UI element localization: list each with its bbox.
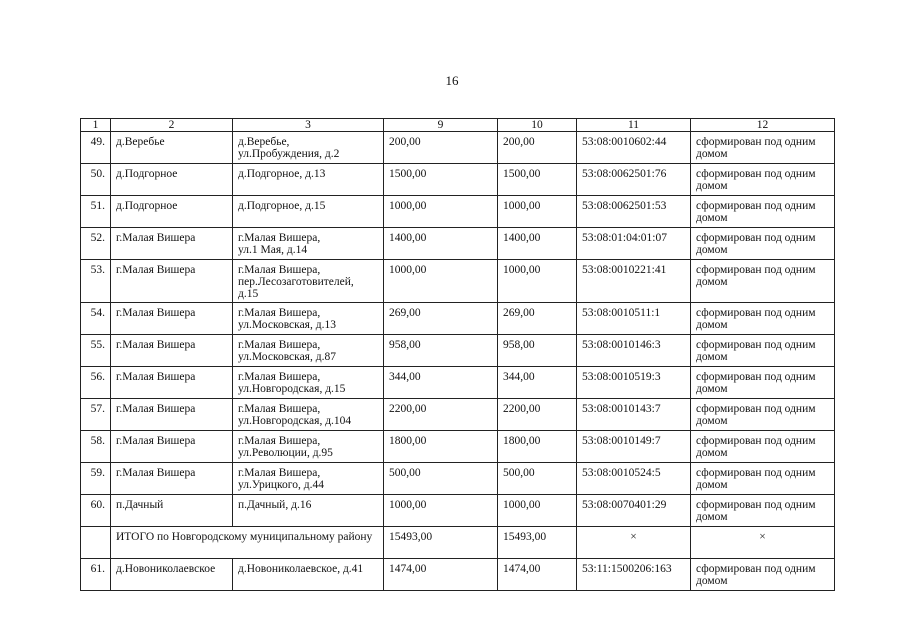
area-col9-cell: 1400,00 [384, 228, 498, 260]
area-col10-cell: 1800,00 [498, 431, 577, 463]
cadastral-number-cell: 53:08:0062501:76 [577, 164, 691, 196]
address-cell-line: ул.Московская, д.13 [238, 319, 336, 331]
note-cell-line: домом [696, 148, 728, 160]
area-col10-cell: 1000,00 [498, 196, 577, 228]
address-cell [233, 431, 384, 463]
note-cell-line: сформирован под одним [696, 403, 816, 415]
area-col10-cell: 958,00 [498, 335, 577, 367]
table-row [81, 260, 835, 303]
area-col9-cell: 1000,00 [384, 260, 498, 303]
area-col10-cell: 269,00 [498, 303, 577, 335]
row-number: 60. [81, 495, 111, 527]
note-cell [691, 228, 835, 260]
address-cell-line: ул.Новгородская, д.15 [238, 383, 346, 395]
cadastral-number-cell: 53:08:0010511:1 [577, 303, 691, 335]
address-cell-line: д.15 [238, 288, 259, 300]
area-col9-cell: 1800,00 [384, 431, 498, 463]
area-col9-cell: 344,00 [384, 367, 498, 399]
cadastral-number-cell: 53:08:0070401:29 [577, 495, 691, 527]
address-cell [233, 495, 384, 527]
cadastral-number-cell: 53:08:0010519:3 [577, 367, 691, 399]
locality-cell: г.Малая Вишера [111, 228, 233, 260]
area-col9-cell: 269,00 [384, 303, 498, 335]
note-cell-line: домом [696, 511, 728, 523]
note-cell [691, 559, 835, 591]
page-number: 16 [445, 73, 459, 88]
total-label: ИТОГО по Новгородскому муниципальному району [111, 527, 384, 559]
note-cell-line: сформирован под одним [696, 499, 816, 511]
locality-cell: г.Малая Вишера [111, 335, 233, 367]
note-cell-line: сформирован под одним [696, 232, 816, 244]
table-row [81, 367, 835, 399]
row-number: 49. [81, 132, 111, 164]
address-cell [233, 399, 384, 431]
row-number: 50. [81, 164, 111, 196]
address-cell-line: ул.Пробуждения, д.2 [238, 148, 340, 160]
address-cell-line: д.Подгорное, д.15 [238, 200, 326, 212]
area-col9-cell: 1500,00 [384, 164, 498, 196]
cadastral-number-cell: 53:08:0062501:53 [577, 196, 691, 228]
note-cell-line: сформирован под одним [696, 339, 816, 351]
note-cell [691, 335, 835, 367]
cadastral-number-cell: 53:08:0010149:7 [577, 431, 691, 463]
note-cell-line: домом [696, 244, 728, 256]
note-cell [691, 260, 835, 303]
address-cell [233, 196, 384, 228]
address-cell-line: ул.Новгородская, д.104 [238, 415, 352, 427]
area-col10-cell: 1500,00 [498, 164, 577, 196]
table-row [81, 303, 835, 335]
row-number: 53. [81, 260, 111, 303]
note-cell [691, 495, 835, 527]
note-cell-line: домом [696, 319, 728, 331]
locality-cell: д.Новониколаевское [111, 559, 233, 591]
note-cell-line: сформирован под одним [696, 168, 816, 180]
note-cell-line: сформирован под одним [696, 200, 816, 212]
note-cell [691, 164, 835, 196]
address-cell-line: ул.Московская, д.87 [238, 351, 336, 363]
row-number: 51. [81, 196, 111, 228]
address-cell [233, 335, 384, 367]
row-number: 58. [81, 431, 111, 463]
table-row [81, 164, 835, 196]
area-col10-cell: 1000,00 [498, 495, 577, 527]
note-cell-line: сформирован под одним [696, 371, 816, 383]
area-col9-cell: 1000,00 [384, 196, 498, 228]
note-cell-line: сформирован под одним [696, 467, 816, 479]
table-row [81, 495, 835, 527]
area-col10-cell: 344,00 [498, 367, 577, 399]
cadastral-number-cell: 53:08:0010221:41 [577, 260, 691, 303]
row-number: 57. [81, 399, 111, 431]
total-row [81, 527, 835, 559]
note-cell-line: сформирован под одним [696, 136, 816, 148]
total-col10: 15493,00 [498, 527, 577, 559]
note-cell-line: сформирован под одним [696, 563, 816, 575]
area-col10-cell: 200,00 [498, 132, 577, 164]
note-cell-line: домом [696, 276, 728, 288]
note-cell-line: домом [696, 575, 728, 587]
address-cell-line: пер.Лесозаготовителей, [238, 276, 354, 288]
address-cell-line: д.Подгорное, д.13 [238, 168, 326, 180]
note-cell-line: сформирован под одним [696, 435, 816, 447]
locality-cell: г.Малая Вишера [111, 463, 233, 495]
row-number: 55. [81, 335, 111, 367]
row-number: 54. [81, 303, 111, 335]
row-number: 61. [81, 559, 111, 591]
address-cell [233, 132, 384, 164]
address-cell [233, 367, 384, 399]
address-cell-line: ул.Урицкого, д.44 [238, 479, 324, 491]
address-cell [233, 559, 384, 591]
row-number: 52. [81, 228, 111, 260]
address-cell [233, 463, 384, 495]
note-cell [691, 463, 835, 495]
note-cell-line: домом [696, 180, 728, 192]
area-col10-cell: 1400,00 [498, 228, 577, 260]
address-cell [233, 228, 384, 260]
column-header: 2 [111, 119, 233, 132]
column-header: 11 [577, 119, 691, 132]
locality-cell: д.Подгорное [111, 164, 233, 196]
address-cell [233, 260, 384, 303]
address-cell-line: д.Новониколаевское, д.41 [238, 563, 364, 575]
locality-cell: г.Малая Вишера [111, 399, 233, 431]
table-row [81, 559, 835, 591]
locality-cell: д.Подгорное [111, 196, 233, 228]
address-cell-line: г.Малая Вишера, [238, 339, 321, 351]
note-cell-line: сформирован под одним [696, 264, 816, 276]
total-col11: × [577, 527, 691, 559]
address-cell-line: п.Дачный, д.16 [238, 499, 312, 511]
note-cell [691, 196, 835, 228]
cadastral-number-cell: 53:11:1500206:163 [577, 559, 691, 591]
table-row [81, 196, 835, 228]
note-cell-line: сформирован под одним [696, 307, 816, 319]
area-col9-cell: 958,00 [384, 335, 498, 367]
area-col9-cell: 1000,00 [384, 495, 498, 527]
area-col10-cell: 2200,00 [498, 399, 577, 431]
total-col12: × [691, 527, 835, 559]
address-cell-line: д.Веребье, [238, 136, 290, 148]
locality-cell: г.Малая Вишера [111, 431, 233, 463]
address-cell-line: г.Малая Вишера, [238, 371, 321, 383]
address-cell-line: г.Малая Вишера, [238, 307, 321, 319]
cadastral-number-cell: 53:08:0010146:3 [577, 335, 691, 367]
table-row [81, 399, 835, 431]
address-cell-line: г.Малая Вишера, [238, 403, 321, 415]
note-cell [691, 303, 835, 335]
note-cell [691, 399, 835, 431]
note-cell-line: домом [696, 447, 728, 459]
column-header: 3 [233, 119, 384, 132]
note-cell [691, 431, 835, 463]
row-number: 56. [81, 367, 111, 399]
address-cell-line: г.Малая Вишера, [238, 232, 321, 244]
note-cell-line: домом [696, 351, 728, 363]
cadastral-number-cell: 53:08:0010524:5 [577, 463, 691, 495]
area-col9-cell: 2200,00 [384, 399, 498, 431]
property-register-table [80, 118, 835, 591]
area-col10-cell: 1474,00 [498, 559, 577, 591]
locality-cell: г.Малая Вишера [111, 260, 233, 303]
column-header: 10 [498, 119, 577, 132]
note-cell [691, 367, 835, 399]
column-header: 9 [384, 119, 498, 132]
total-col9: 15493,00 [384, 527, 498, 559]
address-cell-line: г.Малая Вишера, [238, 435, 321, 447]
table-row [81, 335, 835, 367]
area-col10-cell: 1000,00 [498, 260, 577, 303]
address-cell [233, 303, 384, 335]
column-header: 1 [81, 119, 111, 132]
note-cell-line: домом [696, 383, 728, 395]
area-col9-cell: 500,00 [384, 463, 498, 495]
table-row [81, 463, 835, 495]
cadastral-number-cell: 53:08:01:04:01:07 [577, 228, 691, 260]
locality-cell: д.Веребье [111, 132, 233, 164]
cadastral-number-cell: 53:08:0010143:7 [577, 399, 691, 431]
area-col10-cell: 500,00 [498, 463, 577, 495]
table-row [81, 132, 835, 164]
column-header: 12 [691, 119, 835, 132]
header-row [81, 119, 835, 132]
cadastral-number-cell: 53:08:0010602:44 [577, 132, 691, 164]
address-cell-line: ул.Революции, д.95 [238, 447, 333, 459]
note-cell-line: домом [696, 415, 728, 427]
note-cell-line: домом [696, 212, 728, 224]
locality-cell: г.Малая Вишера [111, 303, 233, 335]
note-cell [691, 132, 835, 164]
area-col9-cell: 1474,00 [384, 559, 498, 591]
address-cell-line: г.Малая Вишера, [238, 264, 321, 276]
note-cell-line: домом [696, 479, 728, 491]
address-cell [233, 164, 384, 196]
row-number: 59. [81, 463, 111, 495]
locality-cell: п.Дачный [111, 495, 233, 527]
address-cell-line: г.Малая Вишера, [238, 467, 321, 479]
table-row [81, 431, 835, 463]
table-row [81, 228, 835, 260]
address-cell-line: ул.1 Мая, д.14 [238, 244, 308, 256]
locality-cell: г.Малая Вишера [111, 367, 233, 399]
area-col9-cell: 200,00 [384, 132, 498, 164]
